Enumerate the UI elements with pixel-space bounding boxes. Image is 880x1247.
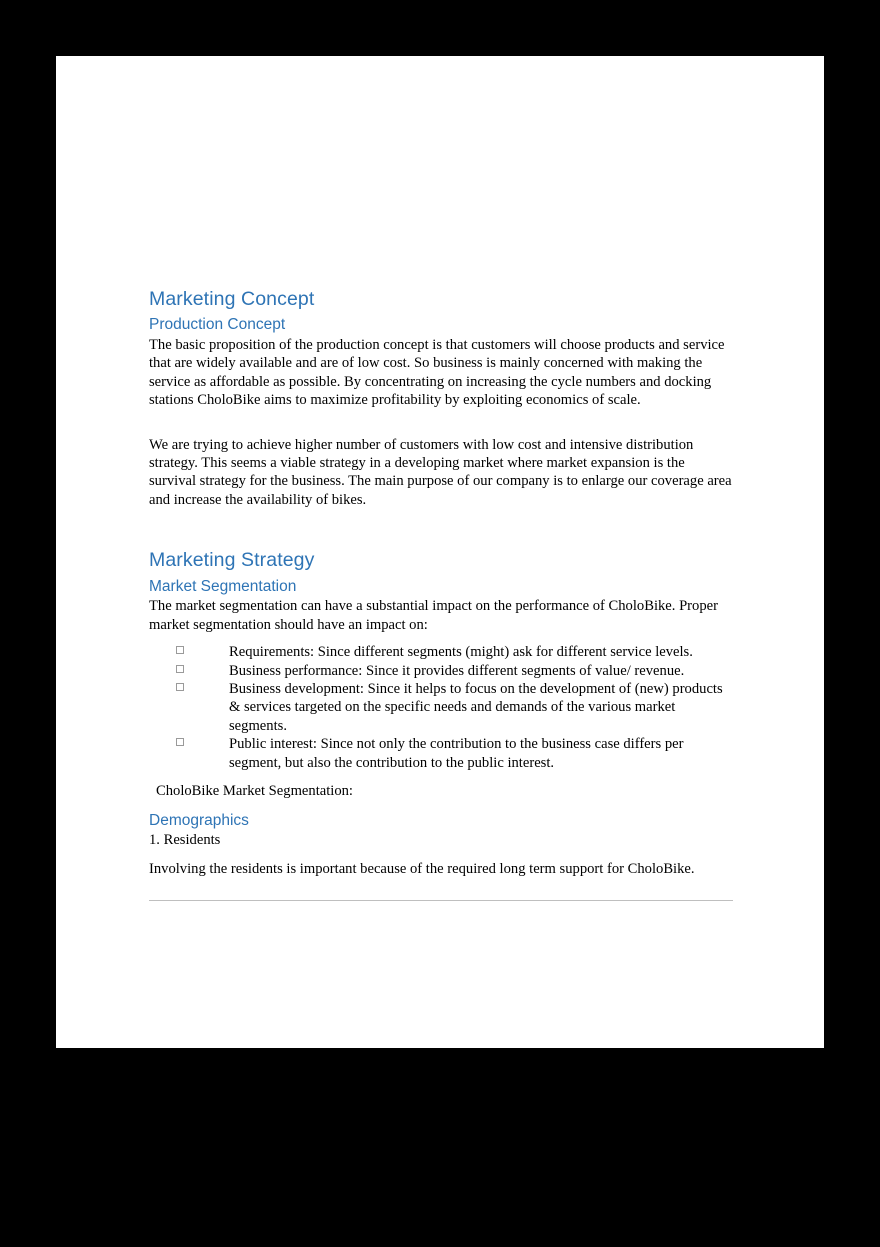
list-item-label: Business development: Since it helps to focus on the development of (new) products & services targeted on the specific needs and demands of the various market segments.	[229, 680, 723, 734]
spacer	[149, 850, 733, 860]
heading-production-concept: Production Concept	[149, 316, 286, 334]
list-item	[149, 643, 733, 661]
list-item	[149, 662, 733, 680]
page-title-marketing-strategy: Marketing Strategy	[149, 549, 315, 572]
paragraph-distribution-strategy: We are trying to achieve higher number of customers with low cost and intensive distribution strategy. This seems a viable strategy in a developing market where market expansion is the survival strategy for the business. The main purpose of our company is to enlarge our coverage area and increase the availability of bikes.	[149, 436, 732, 508]
footer-divider	[149, 900, 733, 901]
paragraph-residents-support: Involving the residents is important because of the required long term support for CholoBike.	[149, 860, 695, 877]
spacer	[149, 772, 733, 782]
checkbox-bullet-icon	[176, 665, 184, 673]
list-item-label: Public interest: Since not only the contribution to the business case differs per segment, but also the contribution to the public interest.	[229, 736, 684, 771]
segmentation-impact-list	[149, 643, 733, 772]
page-title-marketing-concept: Marketing Concept	[149, 288, 315, 310]
heading-demographics: Demographics	[149, 811, 249, 829]
numbered-item-residents: 1. Residents	[149, 832, 221, 849]
document-content	[149, 288, 733, 901]
paragraph-market-segmentation-intro: The market segmentation can have a substantial impact on the performance of CholoBike. Proper market segmentation should have an impact on:	[149, 598, 718, 633]
document-page	[56, 56, 824, 1048]
spacer	[149, 801, 733, 811]
label-cholobike-market-segmentation: CholoBike Market Segmentation:	[156, 783, 353, 800]
list-item	[149, 680, 733, 735]
paragraph-production-concept: The basic proposition of the production concept is that customers will choose products and service that are widely available and are of low cost. So business is mainly concerned with making the service as affordable as possible. By concentrating on increasing the cycle numbers and docking stations CholoBike aims to maximize profitability by exploiting economics of scale.	[149, 336, 725, 409]
checkbox-bullet-icon	[176, 683, 184, 691]
list-item	[149, 735, 733, 772]
checkbox-bullet-icon	[176, 738, 184, 746]
list-item-label: Business performance: Since it provides different segments of value/ revenue.	[229, 662, 685, 679]
spacer	[149, 509, 733, 549]
spacer	[149, 410, 733, 436]
heading-market-segmentation: Market Segmentation	[149, 577, 297, 595]
checkbox-bullet-icon	[176, 646, 184, 654]
list-item-label: Requirements: Since different segments (might) ask for different service levels.	[229, 644, 693, 661]
